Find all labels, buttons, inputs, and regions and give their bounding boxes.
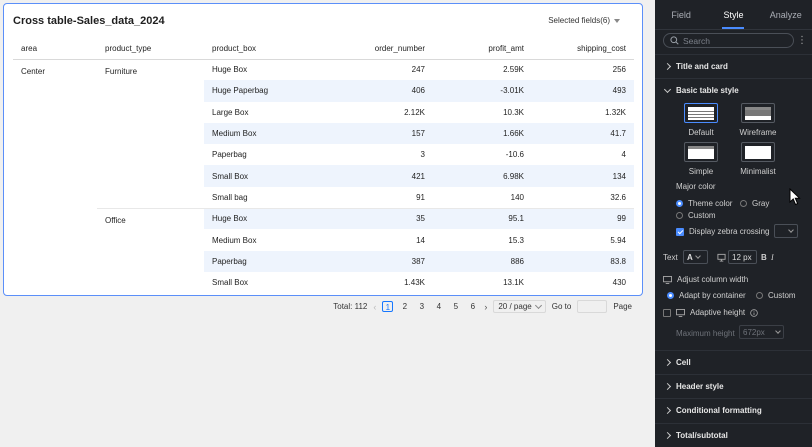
radio-unchecked-icon	[756, 292, 763, 299]
radio-theme-color[interactable]	[676, 199, 732, 208]
section-basic-table-style[interactable]	[655, 78, 812, 102]
shipping-cost-cell: 83.8	[532, 251, 634, 272]
style-option-wireframe[interactable]	[728, 103, 788, 137]
bold-button[interactable]: B	[761, 253, 767, 262]
more-options-icon[interactable]: ⋮	[797, 35, 807, 46]
section-header-style[interactable]	[655, 374, 812, 398]
profit-amt-cell: 15.3	[508, 235, 524, 245]
font-size-icon	[717, 253, 726, 262]
order-number-cell: 14	[416, 235, 425, 245]
profit-amt-cell: 886	[433, 251, 532, 272]
section-title-card[interactable]	[655, 54, 812, 78]
radio-checked-icon	[676, 200, 683, 207]
max-height-value: 672px	[743, 327, 765, 337]
thumbnail-preview	[688, 146, 714, 159]
chevron-down-icon	[664, 85, 671, 92]
thumbnail-preview	[745, 146, 771, 159]
search-box[interactable]	[663, 33, 794, 48]
thumbnail-preview	[688, 107, 714, 120]
adjust-width-label: Adjust column width	[677, 275, 749, 284]
header-order-number[interactable]: order_number	[316, 38, 433, 59]
product-box-cell: Small bag	[212, 192, 248, 202]
table-row	[13, 208, 634, 229]
profit-amt-cell: 13.1K	[503, 278, 524, 288]
table-header-row	[13, 38, 634, 59]
order-number-cell: 421	[316, 165, 433, 186]
chevron-right-icon	[664, 63, 671, 70]
search-input[interactable]	[683, 36, 783, 46]
radio-label: Custom	[768, 291, 796, 300]
minimalist-style-thumbnail	[741, 142, 775, 162]
chevron-right-icon	[664, 383, 671, 390]
italic-button[interactable]: I	[771, 253, 774, 262]
tab-field[interactable]: Field	[671, 10, 691, 20]
order-number-cell: 247	[316, 59, 433, 80]
shipping-cost-cell: 4	[621, 150, 626, 160]
profit-amt-cell: 10.3K	[503, 107, 524, 117]
order-number-cell: 91	[416, 192, 425, 202]
order-number-cell: 2.12K	[404, 107, 425, 117]
wireframe-style-thumbnail	[741, 103, 775, 123]
prev-page-icon[interactable]: ‹	[373, 301, 377, 312]
order-number-cell: 3	[420, 150, 425, 160]
page-size-select[interactable]	[493, 300, 545, 313]
chevron-down-icon	[535, 301, 542, 308]
mouse-cursor-icon	[789, 188, 801, 206]
next-page-icon[interactable]: ›	[484, 301, 488, 312]
order-number-cell: 1.43K	[404, 278, 425, 288]
chevron-right-icon	[664, 407, 671, 414]
checkbox-checked-icon	[676, 228, 684, 236]
product-box-cell: Huge Box	[204, 208, 316, 229]
order-number-cell: 387	[316, 251, 433, 272]
font-color-letter: A	[687, 252, 693, 262]
radio-unchecked-icon	[676, 212, 683, 219]
product-type-cell: Furniture	[97, 59, 204, 208]
major-color-label: Major color	[676, 182, 716, 191]
radio-custom-width[interactable]	[756, 291, 796, 300]
shipping-cost-cell: 99	[532, 208, 634, 229]
radio-adapt-container[interactable]	[667, 291, 746, 300]
panel-tabs	[655, 0, 812, 30]
config-panel	[655, 0, 812, 447]
page-1[interactable]: 1	[382, 301, 393, 312]
shipping-cost-cell: 134	[532, 165, 634, 186]
page-5[interactable]: 5	[453, 302, 459, 311]
product-box-cell: Huge Paperbag	[204, 80, 316, 101]
shipping-cost-cell: 430	[612, 278, 626, 288]
profit-amt-cell: 95.1	[433, 208, 532, 229]
shipping-cost-cell: 5.94	[610, 235, 626, 245]
section-label: Cell	[676, 358, 691, 367]
product-box-cell: Medium Box	[212, 235, 257, 245]
search-icon	[670, 36, 679, 45]
zebra-color-picker[interactable]	[774, 224, 798, 238]
max-height-select[interactable]	[739, 325, 784, 339]
product-type-cell: Office	[97, 208, 204, 293]
max-height-label: Maximum height	[676, 329, 735, 338]
default-style-thumbnail	[684, 103, 718, 123]
chevron-right-icon	[664, 432, 671, 439]
product-box-cell: Paperbag	[212, 150, 247, 160]
product-box-cell: Medium Box	[204, 123, 316, 144]
section-total-subtotal[interactable]	[655, 423, 812, 447]
style-option-label: Minimalist	[740, 167, 776, 176]
pagination	[333, 300, 632, 313]
goto-page-input[interactable]	[577, 300, 607, 313]
shipping-cost-cell: 32.6	[610, 192, 626, 202]
header-shipping-cost[interactable]: shipping_cost	[532, 38, 634, 59]
chevron-right-icon	[664, 359, 671, 366]
radio-label: Gray	[752, 199, 770, 208]
tab-analyze[interactable]: Analyze	[769, 10, 802, 20]
cross-table	[13, 38, 634, 293]
profit-amt-cell: 2.59K	[433, 59, 532, 80]
radio-unchecked-icon	[740, 200, 747, 207]
style-option-minimalist[interactable]	[728, 142, 788, 176]
text-label: Text	[663, 253, 678, 262]
table-card[interactable]	[3, 3, 643, 312]
order-number-cell: 406	[316, 80, 433, 101]
chevron-down-icon	[775, 328, 781, 334]
section-conditional-formatting[interactable]	[655, 398, 812, 422]
tab-style[interactable]: Style	[707, 0, 759, 29]
product-box-cell: Huge Box	[204, 59, 316, 80]
profit-amt-cell: 6.98K	[433, 165, 532, 186]
thumbnail-preview	[745, 107, 771, 120]
product-box-cell: Small Box	[212, 278, 249, 288]
section-label: Header style	[676, 382, 724, 391]
chevron-down-icon	[788, 227, 794, 233]
style-option-default[interactable]	[671, 103, 731, 137]
total-count: Total: 112	[333, 302, 368, 311]
page-label: Page	[613, 302, 632, 311]
radio-label: Adapt by container	[679, 291, 746, 300]
page-4[interactable]: 4	[436, 302, 442, 311]
simple-style-thumbnail	[684, 142, 718, 162]
header-product-box[interactable]: product_box	[204, 38, 316, 59]
radio-checked-icon	[667, 292, 674, 299]
radio-label: Custom	[688, 211, 716, 220]
info-icon[interactable]	[750, 309, 758, 317]
caret-down-icon	[614, 19, 620, 23]
product-box-cell: Large Box	[212, 107, 249, 117]
checkbox-unchecked-icon	[663, 309, 671, 317]
radio-gray[interactable]	[740, 199, 769, 208]
page-2[interactable]: 2	[402, 302, 408, 311]
profit-amt-cell: 1.66K	[433, 123, 532, 144]
selected-fields-label: Selected fields(6)	[548, 16, 610, 25]
profit-amt-cell: 140	[510, 192, 524, 202]
section-label: Conditional formatting	[676, 406, 762, 415]
shipping-cost-cell: 41.7	[532, 123, 634, 144]
area-cell: Center	[13, 59, 97, 293]
shipping-cost-cell: 493	[532, 80, 634, 101]
monitor-icon	[676, 309, 685, 317]
shipping-cost-cell: 1.32K	[605, 107, 626, 117]
style-option-label: Simple	[688, 167, 714, 176]
card-title: Cross table-Sales_data_2024	[13, 15, 165, 27]
product-box-cell: Paperbag	[204, 251, 316, 272]
style-option-simple[interactable]	[671, 142, 731, 176]
section-label: Basic table style	[676, 86, 739, 95]
order-number-cell: 35	[316, 208, 433, 229]
header-product-type[interactable]: product_type	[97, 38, 204, 59]
style-option-label: Default	[688, 128, 714, 137]
checkbox-label: Adaptive height	[690, 308, 746, 317]
section-label: Total/subtotal	[676, 431, 728, 440]
section-label: Title and card	[676, 62, 728, 71]
header-area[interactable]: area	[13, 38, 97, 59]
adjust-width-row	[663, 275, 748, 284]
radio-custom-color[interactable]	[676, 211, 716, 220]
checkbox-label: Display zebra crossing	[689, 227, 770, 236]
section-cell[interactable]	[655, 350, 812, 374]
goto-label: Go to	[551, 302, 572, 311]
font-color-select[interactable]	[683, 250, 708, 264]
page-size-value: 20 / page	[498, 302, 532, 311]
font-size-input[interactable]: 12 px	[728, 250, 757, 264]
radio-label: Theme color	[688, 199, 733, 208]
order-number-cell: 157	[316, 123, 433, 144]
table-row	[13, 59, 634, 80]
checkbox-zebra[interactable]	[676, 227, 769, 236]
header-profit-amt[interactable]: profit_amt	[433, 38, 532, 59]
page-6[interactable]: 6	[470, 302, 476, 311]
selected-fields-dropdown[interactable]	[548, 16, 620, 25]
shipping-cost-cell: 256	[532, 59, 634, 80]
checkbox-adaptive-height[interactable]	[663, 308, 758, 317]
profit-amt-cell: -3.01K	[433, 80, 532, 101]
style-option-label: Wireframe	[739, 128, 777, 137]
page-3[interactable]: 3	[419, 302, 425, 311]
profit-amt-cell: -10.6	[505, 150, 524, 160]
chevron-down-icon	[695, 253, 701, 259]
product-box-cell: Small Box	[204, 165, 316, 186]
monitor-icon	[663, 276, 672, 284]
